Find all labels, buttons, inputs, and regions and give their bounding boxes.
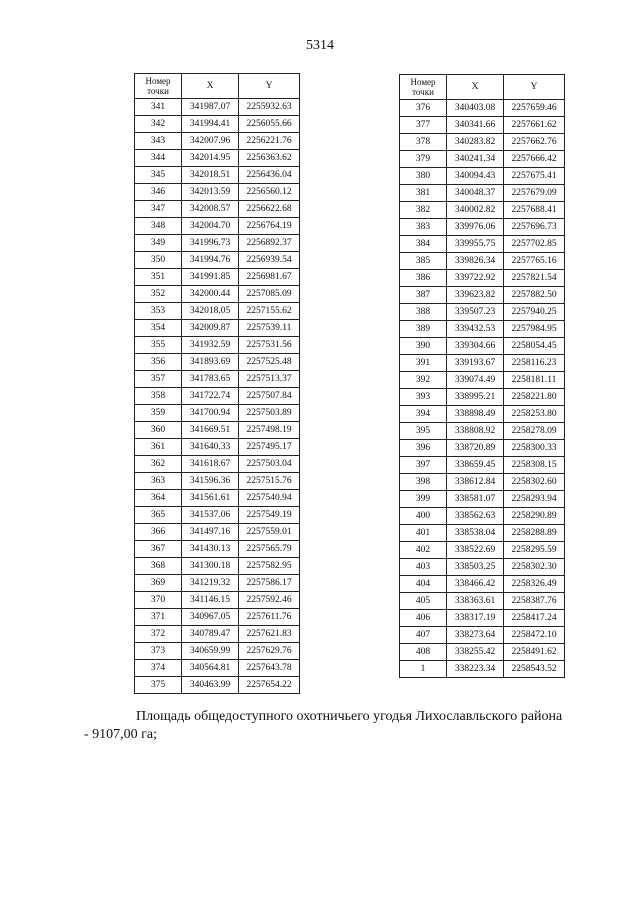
table-row xyxy=(400,117,565,134)
y-cell: 2258300.33 xyxy=(504,440,565,457)
table-row xyxy=(400,593,565,610)
table-row xyxy=(135,677,300,694)
table-row xyxy=(135,218,300,235)
x-cell: 339507.23 xyxy=(447,304,504,321)
table-row xyxy=(135,286,300,303)
x-cell: 338273.64 xyxy=(447,627,504,644)
y-cell: 2257503.04 xyxy=(239,456,300,473)
x-cell: 341669.51 xyxy=(182,422,239,439)
y-cell: 2257586.17 xyxy=(239,575,300,592)
point-number-cell: 370 xyxy=(135,592,182,609)
table-row xyxy=(400,270,565,287)
point-number-cell: 352 xyxy=(135,286,182,303)
table-row xyxy=(400,525,565,542)
y-cell: 2257549.19 xyxy=(239,507,300,524)
x-cell: 339193.67 xyxy=(447,355,504,372)
y-cell: 2257688.41 xyxy=(504,202,565,219)
x-cell: 340341.66 xyxy=(447,117,504,134)
y-cell: 2257662.76 xyxy=(504,134,565,151)
point-number-cell: 359 xyxy=(135,405,182,422)
point-number-cell: 360 xyxy=(135,422,182,439)
table-row xyxy=(400,423,565,440)
y-cell: 2257539.11 xyxy=(239,320,300,337)
y-cell: 2256892.37 xyxy=(239,235,300,252)
y-cell: 2257085.09 xyxy=(239,286,300,303)
x-cell: 338503.25 xyxy=(447,559,504,576)
y-cell: 2258417.24 xyxy=(504,610,565,627)
y-cell: 2257702.85 xyxy=(504,236,565,253)
x-cell: 340967.05 xyxy=(182,609,239,626)
header-point-line2: точки xyxy=(147,86,169,96)
y-cell: 2257565.79 xyxy=(239,541,300,558)
table-row xyxy=(135,269,300,286)
table-row xyxy=(400,576,565,593)
y-cell: 2257654.22 xyxy=(239,677,300,694)
header-y: Y xyxy=(504,75,565,100)
y-cell: 2258116.23 xyxy=(504,355,565,372)
y-cell: 2257611.76 xyxy=(239,609,300,626)
point-number-cell: 395 xyxy=(400,423,447,440)
y-cell: 2257540.94 xyxy=(239,490,300,507)
y-cell: 2257525.48 xyxy=(239,354,300,371)
x-cell: 341219.32 xyxy=(182,575,239,592)
table-row xyxy=(135,303,300,320)
point-number-cell: 355 xyxy=(135,337,182,354)
table-row xyxy=(400,304,565,321)
x-cell: 341893.69 xyxy=(182,354,239,371)
table-row xyxy=(135,473,300,490)
x-cell: 339722.92 xyxy=(447,270,504,287)
table-row xyxy=(135,405,300,422)
table-row xyxy=(400,627,565,644)
y-cell: 2258387.76 xyxy=(504,593,565,610)
table-row xyxy=(400,100,565,117)
header-point-line2: точки xyxy=(412,87,434,97)
point-number-cell: 350 xyxy=(135,252,182,269)
y-cell: 2256221.76 xyxy=(239,133,300,150)
table-row xyxy=(135,371,300,388)
x-cell: 340094.43 xyxy=(447,168,504,185)
x-cell: 338808.92 xyxy=(447,423,504,440)
table-row xyxy=(135,320,300,337)
table-header-row xyxy=(135,74,300,99)
point-number-cell: 393 xyxy=(400,389,447,406)
point-number-cell: 342 xyxy=(135,116,182,133)
x-cell: 341537.06 xyxy=(182,507,239,524)
point-number-cell: 402 xyxy=(400,542,447,559)
point-number-cell: 399 xyxy=(400,491,447,508)
x-cell: 339432.53 xyxy=(447,321,504,338)
table-row xyxy=(400,542,565,559)
x-cell: 339304.66 xyxy=(447,338,504,355)
table-row xyxy=(135,133,300,150)
x-cell: 338898.49 xyxy=(447,406,504,423)
x-cell: 342014.95 xyxy=(182,150,239,167)
table-row xyxy=(400,508,565,525)
table-row xyxy=(135,456,300,473)
table-row xyxy=(135,575,300,592)
point-number-cell: 392 xyxy=(400,372,447,389)
header-point-line1: Номер xyxy=(410,77,436,87)
x-cell: 341497.16 xyxy=(182,524,239,541)
y-cell: 2258181.11 xyxy=(504,372,565,389)
point-number-cell: 362 xyxy=(135,456,182,473)
point-number-cell: 384 xyxy=(400,236,447,253)
x-cell: 341783.65 xyxy=(182,371,239,388)
y-cell: 2257696.73 xyxy=(504,219,565,236)
table-row xyxy=(400,559,565,576)
area-statement-line1: Площадь общедоступного охотничьего угодья Лихославльского района xyxy=(136,709,563,724)
x-cell: 338255.42 xyxy=(447,644,504,661)
y-cell: 2256764.19 xyxy=(239,218,300,235)
header-point-line1: Номер xyxy=(145,76,171,86)
table-row xyxy=(135,558,300,575)
table-row xyxy=(400,236,565,253)
x-cell: 338538.04 xyxy=(447,525,504,542)
y-cell: 2258472.10 xyxy=(504,627,565,644)
table-row xyxy=(135,337,300,354)
point-number-cell: 377 xyxy=(400,117,447,134)
point-number-cell: 373 xyxy=(135,643,182,660)
point-number-cell: 397 xyxy=(400,457,447,474)
y-cell: 2258302.60 xyxy=(504,474,565,491)
table-row xyxy=(135,490,300,507)
x-cell: 339826.34 xyxy=(447,253,504,270)
x-cell: 340659.99 xyxy=(182,643,239,660)
point-number-cell: 389 xyxy=(400,321,447,338)
point-number-cell: 1 xyxy=(400,661,447,678)
point-number-cell: 343 xyxy=(135,133,182,150)
x-cell: 342008.57 xyxy=(182,201,239,218)
y-cell: 2257498.19 xyxy=(239,422,300,439)
point-number-cell: 404 xyxy=(400,576,447,593)
table-row xyxy=(135,439,300,456)
x-cell: 342000.44 xyxy=(182,286,239,303)
table-row xyxy=(400,253,565,270)
y-cell: 2258543.52 xyxy=(504,661,565,678)
x-cell: 338363.61 xyxy=(447,593,504,610)
table-row xyxy=(135,643,300,660)
header-point-number xyxy=(400,75,447,100)
point-number-cell: 380 xyxy=(400,168,447,185)
coordinates-table-right xyxy=(399,74,565,678)
header-x: X xyxy=(182,74,239,99)
x-cell: 338223.34 xyxy=(447,661,504,678)
table-row xyxy=(135,99,300,116)
y-cell: 2258293.94 xyxy=(504,491,565,508)
point-number-cell: 405 xyxy=(400,593,447,610)
table-row xyxy=(135,626,300,643)
y-cell: 2258295.59 xyxy=(504,542,565,559)
point-number-cell: 403 xyxy=(400,559,447,576)
table-row xyxy=(135,592,300,609)
table-row xyxy=(400,491,565,508)
table-row xyxy=(400,202,565,219)
x-cell: 338612.84 xyxy=(447,474,504,491)
x-cell: 340403.08 xyxy=(447,100,504,117)
table-header-row xyxy=(400,75,565,100)
x-cell: 339976.06 xyxy=(447,219,504,236)
x-cell: 340241.34 xyxy=(447,151,504,168)
header-x: X xyxy=(447,75,504,100)
y-cell: 2256363.62 xyxy=(239,150,300,167)
y-cell: 2258290.89 xyxy=(504,508,565,525)
x-cell: 339955.75 xyxy=(447,236,504,253)
y-cell: 2256939.54 xyxy=(239,252,300,269)
x-cell: 338466.42 xyxy=(447,576,504,593)
table-row xyxy=(400,457,565,474)
table-row xyxy=(400,168,565,185)
x-cell: 341640.33 xyxy=(182,439,239,456)
point-number-cell: 366 xyxy=(135,524,182,541)
y-cell: 2257643.78 xyxy=(239,660,300,677)
x-cell: 341618.67 xyxy=(182,456,239,473)
table-row xyxy=(135,201,300,218)
x-cell: 341987.07 xyxy=(182,99,239,116)
x-cell: 339623.82 xyxy=(447,287,504,304)
table-row xyxy=(135,354,300,371)
y-cell: 2257515.76 xyxy=(239,473,300,490)
point-number-cell: 386 xyxy=(400,270,447,287)
y-cell: 2257882.50 xyxy=(504,287,565,304)
table-row xyxy=(400,644,565,661)
table-row xyxy=(400,389,565,406)
point-number-cell: 351 xyxy=(135,269,182,286)
x-cell: 341430.13 xyxy=(182,541,239,558)
point-number-cell: 394 xyxy=(400,406,447,423)
point-number-cell: 369 xyxy=(135,575,182,592)
header-y: Y xyxy=(239,74,300,99)
x-cell: 339074.49 xyxy=(447,372,504,389)
point-number-cell: 356 xyxy=(135,354,182,371)
point-number-cell: 401 xyxy=(400,525,447,542)
y-cell: 2256055.66 xyxy=(239,116,300,133)
x-cell: 341700.94 xyxy=(182,405,239,422)
table-row xyxy=(135,660,300,677)
x-cell: 341932.59 xyxy=(182,337,239,354)
area-statement-line2: - 9107,00 га; xyxy=(84,727,158,742)
y-cell: 2257503.89 xyxy=(239,405,300,422)
y-cell: 2257679.09 xyxy=(504,185,565,202)
point-number-cell: 385 xyxy=(400,253,447,270)
y-cell: 2257821.54 xyxy=(504,270,565,287)
x-cell: 338995.21 xyxy=(447,389,504,406)
y-cell: 2257507.84 xyxy=(239,388,300,405)
y-cell: 2256981.67 xyxy=(239,269,300,286)
x-cell: 338522.69 xyxy=(447,542,504,559)
point-number-cell: 361 xyxy=(135,439,182,456)
point-number-cell: 363 xyxy=(135,473,182,490)
y-cell: 2257659.46 xyxy=(504,100,565,117)
point-number-cell: 357 xyxy=(135,371,182,388)
table-row xyxy=(400,355,565,372)
point-number-cell: 398 xyxy=(400,474,447,491)
table-row xyxy=(400,406,565,423)
y-cell: 2256560.12 xyxy=(239,184,300,201)
y-cell: 2258308.15 xyxy=(504,457,565,474)
point-number-cell: 376 xyxy=(400,100,447,117)
point-number-cell: 374 xyxy=(135,660,182,677)
y-cell: 2255932.63 xyxy=(239,99,300,116)
x-cell: 340002.82 xyxy=(447,202,504,219)
table-row xyxy=(400,151,565,168)
table-row xyxy=(135,252,300,269)
table-row xyxy=(400,134,565,151)
x-cell: 342004.70 xyxy=(182,218,239,235)
point-number-cell: 406 xyxy=(400,610,447,627)
y-cell: 2257629.76 xyxy=(239,643,300,660)
table-row xyxy=(135,150,300,167)
point-number-cell: 408 xyxy=(400,644,447,661)
x-cell: 340463.99 xyxy=(182,677,239,694)
y-cell: 2258278.09 xyxy=(504,423,565,440)
x-cell: 338562.63 xyxy=(447,508,504,525)
y-cell: 2257675.41 xyxy=(504,168,565,185)
y-cell: 2257765.16 xyxy=(504,253,565,270)
header-point-number xyxy=(135,74,182,99)
table-row xyxy=(400,321,565,338)
point-number-cell: 375 xyxy=(135,677,182,694)
y-cell: 2258302.30 xyxy=(504,559,565,576)
x-cell: 338581.07 xyxy=(447,491,504,508)
point-number-cell: 367 xyxy=(135,541,182,558)
x-cell: 341994.76 xyxy=(182,252,239,269)
table-row xyxy=(400,474,565,491)
coordinates-table-left xyxy=(134,73,300,694)
table-row xyxy=(135,422,300,439)
table-row xyxy=(400,287,565,304)
x-cell: 342009.87 xyxy=(182,320,239,337)
y-cell: 2258491.62 xyxy=(504,644,565,661)
y-cell: 2257513.37 xyxy=(239,371,300,388)
table-row xyxy=(135,507,300,524)
y-cell: 2257582.95 xyxy=(239,558,300,575)
y-cell: 2257531.56 xyxy=(239,337,300,354)
point-number-cell: 372 xyxy=(135,626,182,643)
point-number-cell: 354 xyxy=(135,320,182,337)
point-number-cell: 344 xyxy=(135,150,182,167)
point-number-cell: 387 xyxy=(400,287,447,304)
table-row xyxy=(135,388,300,405)
x-cell: 342007.96 xyxy=(182,133,239,150)
y-cell: 2257940.25 xyxy=(504,304,565,321)
y-cell: 2257495.17 xyxy=(239,439,300,456)
point-number-cell: 382 xyxy=(400,202,447,219)
x-cell: 341300.18 xyxy=(182,558,239,575)
point-number-cell: 349 xyxy=(135,235,182,252)
y-cell: 2257661.62 xyxy=(504,117,565,134)
y-cell: 2258253.80 xyxy=(504,406,565,423)
table-row xyxy=(400,610,565,627)
point-number-cell: 391 xyxy=(400,355,447,372)
x-cell: 338720.89 xyxy=(447,440,504,457)
x-cell: 341596.36 xyxy=(182,473,239,490)
table-row xyxy=(135,524,300,541)
table-row xyxy=(135,184,300,201)
x-cell: 340564.81 xyxy=(182,660,239,677)
x-cell: 338317.19 xyxy=(447,610,504,627)
x-cell: 341994.41 xyxy=(182,116,239,133)
y-cell: 2258221.80 xyxy=(504,389,565,406)
x-cell: 342018.05 xyxy=(182,303,239,320)
point-number-cell: 400 xyxy=(400,508,447,525)
y-cell: 2258326.49 xyxy=(504,576,565,593)
point-number-cell: 378 xyxy=(400,134,447,151)
point-number-cell: 368 xyxy=(135,558,182,575)
x-cell: 342013.59 xyxy=(182,184,239,201)
table-row xyxy=(400,372,565,389)
point-number-cell: 353 xyxy=(135,303,182,320)
point-number-cell: 379 xyxy=(400,151,447,168)
x-cell: 341722.74 xyxy=(182,388,239,405)
x-cell: 341561.61 xyxy=(182,490,239,507)
x-cell: 341146.15 xyxy=(182,592,239,609)
table-row xyxy=(400,440,565,457)
table-row xyxy=(400,219,565,236)
y-cell: 2257666.42 xyxy=(504,151,565,168)
x-cell: 338659.45 xyxy=(447,457,504,474)
point-number-cell: 347 xyxy=(135,201,182,218)
table-row xyxy=(135,167,300,184)
point-number-cell: 381 xyxy=(400,185,447,202)
y-cell: 2256436.04 xyxy=(239,167,300,184)
y-cell: 2258054.45 xyxy=(504,338,565,355)
point-number-cell: 365 xyxy=(135,507,182,524)
point-number-cell: 407 xyxy=(400,627,447,644)
point-number-cell: 345 xyxy=(135,167,182,184)
point-number-cell: 341 xyxy=(135,99,182,116)
y-cell: 2257592.46 xyxy=(239,592,300,609)
point-number-cell: 390 xyxy=(400,338,447,355)
table-row xyxy=(135,116,300,133)
y-cell: 2257984.95 xyxy=(504,321,565,338)
table-row xyxy=(135,541,300,558)
point-number-cell: 371 xyxy=(135,609,182,626)
y-cell: 2258288.89 xyxy=(504,525,565,542)
x-cell: 341996.73 xyxy=(182,235,239,252)
table-row xyxy=(400,338,565,355)
table-row xyxy=(135,609,300,626)
y-cell: 2257621.83 xyxy=(239,626,300,643)
x-cell: 340789.47 xyxy=(182,626,239,643)
point-number-cell: 388 xyxy=(400,304,447,321)
point-number-cell: 364 xyxy=(135,490,182,507)
y-cell: 2256622.68 xyxy=(239,201,300,218)
table-row xyxy=(400,661,565,678)
y-cell: 2257559.01 xyxy=(239,524,300,541)
point-number-cell: 358 xyxy=(135,388,182,405)
point-number-cell: 383 xyxy=(400,219,447,236)
area-statement xyxy=(84,708,604,744)
y-cell: 2257155.62 xyxy=(239,303,300,320)
x-cell: 341991.85 xyxy=(182,269,239,286)
table-row xyxy=(135,235,300,252)
point-number-cell: 396 xyxy=(400,440,447,457)
point-number-cell: 348 xyxy=(135,218,182,235)
x-cell: 342018.51 xyxy=(182,167,239,184)
x-cell: 340048.37 xyxy=(447,185,504,202)
page-number: 5314 xyxy=(306,38,334,53)
table-row xyxy=(400,185,565,202)
point-number-cell: 346 xyxy=(135,184,182,201)
x-cell: 340283.82 xyxy=(447,134,504,151)
